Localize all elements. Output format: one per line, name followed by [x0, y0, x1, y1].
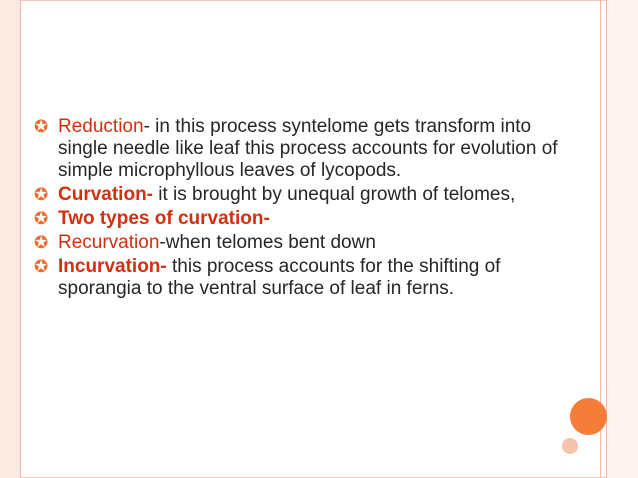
bullet-item-two-types	[32, 208, 572, 230]
bullet-icon: ✪	[34, 185, 49, 204]
left-decorative-rule	[20, 0, 21, 478]
bullet-item-recurvation	[32, 232, 572, 254]
term-incurvation: Incurvation-	[58, 256, 167, 277]
bullet-item-reduction	[32, 116, 572, 182]
item-text: this process accounts for the shifting of sporangia to the ventral surface of leaf in ferns.	[58, 256, 501, 299]
bullet-item-incurvation	[32, 256, 572, 300]
item-text: -when telomes bent down	[159, 232, 376, 253]
item-text: - in this process syntelome gets transform into single needle like leaf this process accounts for evolution of simple microphyllous leaves of lycopods.	[58, 116, 558, 181]
term-curvation: Curvation-	[58, 184, 153, 205]
left-decorative-band	[0, 0, 20, 478]
term-reduction: Reduction	[58, 116, 144, 137]
bullet-list	[32, 116, 572, 302]
bullet-icon: ✪	[34, 233, 49, 252]
bullet-icon: ✪	[34, 117, 49, 136]
bullet-icon: ✪	[34, 257, 49, 276]
bullet-item-curvation	[32, 184, 572, 206]
bullet-icon: ✪	[34, 209, 49, 228]
orange-circle-decoration	[570, 398, 607, 435]
item-text: it is brought by unequal growth of telomes,	[153, 184, 516, 205]
peach-circle-decoration	[562, 438, 578, 454]
right-decorative-band	[607, 0, 638, 478]
term-recurvation: Recurvation	[58, 232, 160, 253]
term-two-types: Two types of curvation-	[58, 208, 270, 229]
